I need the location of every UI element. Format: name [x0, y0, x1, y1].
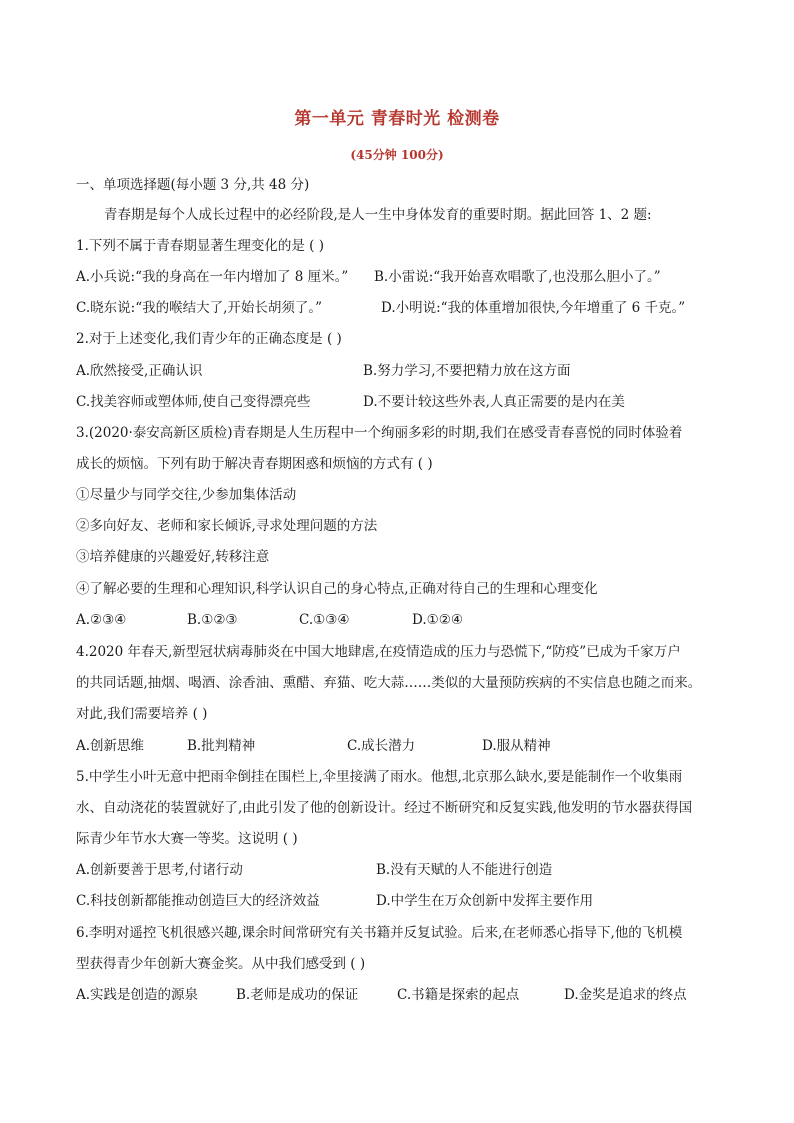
question-6-option-c[interactable]: C.书籍是探索的起点	[397, 987, 520, 1003]
question-3-statement-1: ①尽量少与同学交往,少参加集体活动	[76, 487, 297, 503]
question-4-option-c[interactable]: C.成长潜力	[347, 738, 416, 754]
question-5-option-b[interactable]: B.没有天赋的人不能进行创造	[376, 862, 553, 878]
question-6-stem: 6.李明对遥控飞机很感兴趣,课余时间常研究有关书籍并反复试验。后来,在老师悉心指导下,他的飞机模	[76, 925, 683, 941]
question-5-option-d[interactable]: D.中学生在万众创新中发挥主要作用	[376, 893, 594, 909]
question-1-option-b[interactable]: B.小雷说:“我开始喜欢唱歌了,也没那么胆小了。”	[374, 269, 661, 285]
question-3-statement-3: ③培养健康的兴趣爱好,转移注意	[76, 549, 270, 565]
question-4-stem: 4.2020 年春天,新型冠状病毒肺炎在中国大地肆虐,在疫情造成的压力与恐慌下,“防疫”已成为千家万户	[76, 644, 681, 660]
section-heading: 一、单项选择题(每小题 3 分,共 48 分)	[76, 177, 310, 193]
question-3-statement-4: ④了解必要的生理和心理知识,科学认识自己的身心特点,正确对待自己的生理和心理变化	[76, 581, 598, 597]
question-4-option-d[interactable]: D.服从精神	[482, 738, 551, 754]
question-4-option-b[interactable]: B.批判精神	[187, 738, 256, 754]
question-4-stem: 对此,我们需要培养 ( )	[76, 706, 208, 722]
question-1-option-c[interactable]: C.晓东说:“我的喉结大了,开始长胡须了。”	[76, 300, 323, 316]
question-1-stem: 1.下列不属于青春期显著生理变化的是 ( )	[76, 238, 324, 254]
question-5-option-a[interactable]: A.创新要善于思考,付诸行动	[76, 862, 243, 878]
question-5-stem: 5.中学生小叶无意中把雨伞倒挂在围栏上,伞里接满了雨水。他想,北京那么缺水,要是能制作一个收集雨	[76, 769, 683, 785]
question-3-statement-2: ②多向好友、老师和家长倾诉,寻求处理问题的方法	[76, 518, 378, 534]
question-3-option-c[interactable]: C.①③④	[299, 612, 350, 628]
question-2-option-d[interactable]: D.不要计较这些外表,人真正需要的是内在美	[363, 394, 625, 410]
question-3-stem: 3.(2020·泰安高新区质检)青春期是人生历程中一个绚丽多彩的时期,我们在感受青春喜悦的同时体验着	[76, 425, 683, 441]
question-6-option-b[interactable]: B.老师是成功的保证	[236, 987, 359, 1003]
question-5-option-c[interactable]: C.科技创新都能推动创造巨大的经济效益	[76, 893, 320, 909]
question-2-stem: 2.对于上述变化,我们青少年的正确态度是 ( )	[76, 331, 342, 347]
question-2-option-a[interactable]: A.欣然接受,正确认识	[76, 363, 203, 379]
question-3-option-d[interactable]: D.①②④	[412, 612, 463, 628]
question-3-stem: 成长的烦恼。下列有助于解决青春期困惑和烦恼的方式有 ( )	[76, 456, 433, 472]
question-3-option-b[interactable]: B.①②③	[187, 612, 238, 628]
question-6-stem: 型获得青少年创新大赛金奖。从中我们感受到 ( )	[76, 956, 366, 972]
question-5-stem: 际青少年节水大赛一等奖。这说明 ( )	[76, 831, 298, 847]
question-6-option-d[interactable]: D.金奖是追求的终点	[564, 987, 687, 1003]
question-5-stem: 水、自动浇花的装置就好了,由此引发了他的创新设计。经过不断研究和反复实践,他发明的节水器获得国	[76, 800, 693, 816]
question-3-option-a[interactable]: A.②③④	[76, 612, 127, 628]
page-title: 第一单元 青春时光 检测卷	[294, 109, 500, 129]
question-4-stem: 的共同话题,抽烟、喝酒、涂香油、熏醋、弃猫、吃大蒜……类似的大量预防疾病的不实信息也随之而来。	[76, 675, 702, 691]
question-1-option-d[interactable]: D.小明说:“我的体重增加很快,今年增重了 6 千克。”	[381, 300, 686, 316]
intro-paragraph: 青春期是每个人成长过程中的必经阶段,是人一生中身体发育的重要时期。据此回答 1、2 题:	[104, 207, 652, 223]
question-4-option-a[interactable]: A.创新思维	[76, 738, 145, 754]
question-2-option-b[interactable]: B.努力学习,不要把精力放在这方面	[363, 363, 571, 379]
page-subtitle: (45分钟 100分)	[350, 148, 444, 162]
question-6-option-a[interactable]: A.实践是创造的源泉	[76, 987, 199, 1003]
question-2-option-c[interactable]: C.找美容师或塑体师,使自己变得漂亮些	[76, 394, 311, 410]
question-1-option-a[interactable]: A.小兵说:“我的身高在一年内增加了 8 厘米。”	[76, 269, 349, 285]
